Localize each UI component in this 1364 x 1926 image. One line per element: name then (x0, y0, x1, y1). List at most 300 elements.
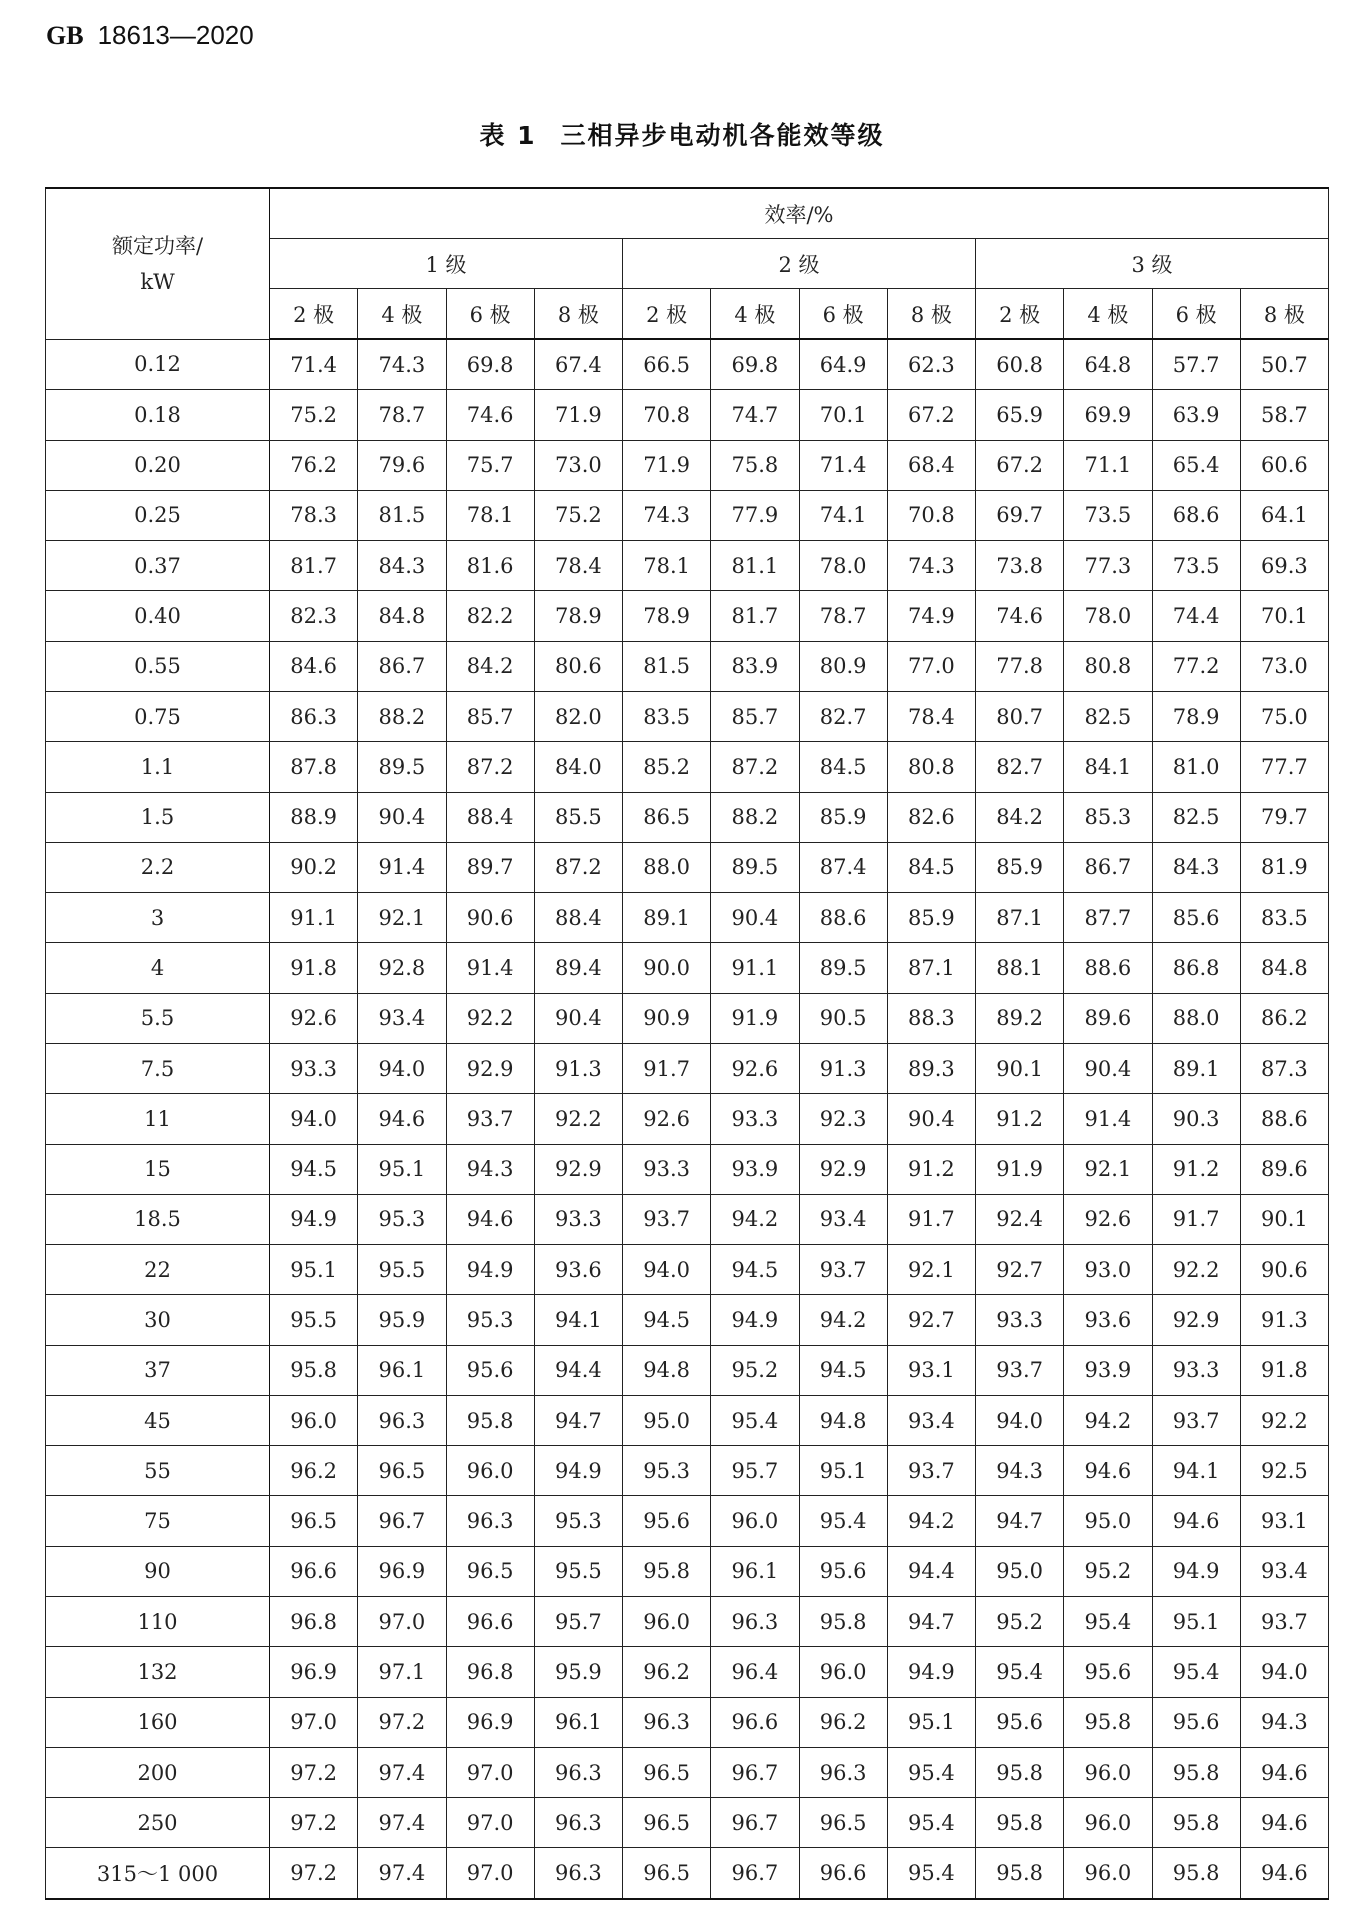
efficiency-cell: 94.4 (887, 1546, 975, 1596)
efficiency-cell: 95.0 (976, 1546, 1064, 1596)
table-header (46, 188, 1329, 339)
efficiency-cell: 89.6 (1240, 1144, 1328, 1194)
efficiency-cell: 96.3 (799, 1747, 887, 1797)
efficiency-cell: 96.1 (711, 1546, 799, 1596)
efficiency-cell: 93.9 (1064, 1345, 1152, 1395)
rated-power-cell: 2.2 (46, 842, 270, 892)
efficiency-cell: 92.7 (887, 1295, 975, 1345)
efficiency-cell: 93.4 (1240, 1546, 1328, 1596)
efficiency-cell: 96.0 (1064, 1747, 1152, 1797)
pole-header: 2 极 (270, 289, 358, 340)
rated-power-cell: 0.75 (46, 691, 270, 741)
efficiency-cell: 97.4 (358, 1747, 446, 1797)
efficiency-cell: 96.6 (270, 1546, 358, 1596)
efficiency-cell: 97.0 (446, 1798, 534, 1848)
efficiency-cell: 93.3 (270, 1043, 358, 1093)
efficiency-cell: 92.1 (358, 893, 446, 943)
efficiency-cell: 96.5 (270, 1496, 358, 1546)
efficiency-cell: 65.9 (976, 390, 1064, 440)
efficiency-cell: 88.6 (1240, 1094, 1328, 1144)
efficiency-cell: 78.4 (887, 691, 975, 741)
efficiency-cell: 73.0 (534, 440, 622, 490)
efficiency-cell: 93.0 (1064, 1245, 1152, 1295)
efficiency-cell: 97.2 (270, 1848, 358, 1899)
rated-power-unit: kW (140, 269, 175, 294)
table-row (46, 1295, 1329, 1345)
efficiency-cell: 92.8 (358, 943, 446, 993)
efficiency-cell: 97.4 (358, 1798, 446, 1848)
efficiency-cell: 91.4 (358, 842, 446, 892)
table-body (46, 339, 1329, 1899)
efficiency-cell: 96.0 (1064, 1798, 1152, 1848)
rated-power-cell: 1.5 (46, 792, 270, 842)
efficiency-cell: 81.6 (446, 541, 534, 591)
table-row (46, 1798, 1329, 1848)
efficiency-cell: 84.0 (534, 742, 622, 792)
table-row (46, 1747, 1329, 1797)
efficiency-cell: 95.5 (358, 1245, 446, 1295)
efficiency-cell: 91.1 (711, 943, 799, 993)
efficiency-cell: 89.5 (711, 842, 799, 892)
efficiency-cell: 96.3 (711, 1597, 799, 1647)
efficiency-cell: 96.2 (799, 1697, 887, 1747)
efficiency-cell: 96.3 (534, 1848, 622, 1899)
efficiency-cell: 95.8 (1152, 1798, 1240, 1848)
efficiency-cell: 74.1 (799, 490, 887, 540)
pole-header: 8 极 (534, 289, 622, 340)
efficiency-cell: 96.2 (270, 1446, 358, 1496)
efficiency-cell: 77.7 (1240, 742, 1328, 792)
efficiency-cell: 69.9 (1064, 390, 1152, 440)
efficiency-cell: 85.9 (799, 792, 887, 842)
efficiency-cell: 81.7 (270, 541, 358, 591)
efficiency-cell: 85.5 (534, 792, 622, 842)
efficiency-cell: 94.7 (976, 1496, 1064, 1546)
efficiency-cell: 88.6 (1064, 943, 1152, 993)
table-row (46, 541, 1329, 591)
efficiency-cell: 95.8 (1152, 1747, 1240, 1797)
efficiency-cell: 95.6 (1064, 1647, 1152, 1697)
efficiency-cell: 96.7 (711, 1747, 799, 1797)
rated-power-cell: 250 (46, 1798, 270, 1848)
efficiency-cell: 96.1 (534, 1697, 622, 1747)
efficiency-cell: 87.8 (270, 742, 358, 792)
table-row (46, 993, 1329, 1043)
efficiency-cell: 93.4 (799, 1194, 887, 1244)
efficiency-cell: 67.2 (887, 390, 975, 440)
efficiency-cell: 91.2 (976, 1094, 1064, 1144)
efficiency-cell: 60.6 (1240, 440, 1328, 490)
efficiency-cell: 86.7 (1064, 842, 1152, 892)
efficiency-cell: 95.8 (446, 1395, 534, 1445)
efficiency-cell: 73.5 (1064, 490, 1152, 540)
efficiency-cell: 96.8 (446, 1647, 534, 1697)
efficiency-cell: 82.6 (887, 792, 975, 842)
efficiency-cell: 69.3 (1240, 541, 1328, 591)
efficiency-cell: 93.7 (1240, 1597, 1328, 1647)
efficiency-cell: 97.2 (270, 1747, 358, 1797)
efficiency-cell: 80.7 (976, 691, 1064, 741)
rated-power-cell: 7.5 (46, 1043, 270, 1093)
efficiency-cell: 83.9 (711, 641, 799, 691)
efficiency-cell: 93.7 (1152, 1395, 1240, 1445)
efficiency-cell: 50.7 (1240, 339, 1328, 390)
table-row (46, 1043, 1329, 1093)
rated-power-cell: 0.25 (46, 490, 270, 540)
efficiency-cell: 96.0 (1064, 1848, 1152, 1899)
efficiency-cell: 95.4 (799, 1496, 887, 1546)
efficiency-cell: 78.0 (1064, 591, 1152, 641)
rated-power-cell: 0.18 (46, 390, 270, 440)
efficiency-cell: 87.3 (1240, 1043, 1328, 1093)
grade-3-header: 3 级 (976, 239, 1329, 289)
efficiency-cell: 95.8 (1064, 1697, 1152, 1747)
efficiency-cell: 64.9 (799, 339, 887, 390)
efficiency-cell: 92.1 (1064, 1144, 1152, 1194)
efficiency-cell: 88.6 (799, 893, 887, 943)
efficiency-cell: 94.5 (623, 1295, 711, 1345)
efficiency-cell: 90.4 (358, 792, 446, 842)
efficiency-cell: 89.5 (799, 943, 887, 993)
efficiency-cell: 80.9 (799, 641, 887, 691)
efficiency-cell: 90.1 (1240, 1194, 1328, 1244)
efficiency-cell: 92.9 (799, 1144, 887, 1194)
efficiency-cell: 65.4 (1152, 440, 1240, 490)
efficiency-cell: 71.9 (534, 390, 622, 440)
efficiency-cell: 94.2 (1064, 1395, 1152, 1445)
efficiency-cell: 88.9 (270, 792, 358, 842)
efficiency-cell: 78.9 (623, 591, 711, 641)
efficiency-cell: 82.2 (446, 591, 534, 641)
efficiency-cell: 69.8 (711, 339, 799, 390)
efficiency-cell: 84.5 (799, 742, 887, 792)
efficiency-cell: 90.6 (1240, 1245, 1328, 1295)
efficiency-cell: 63.9 (1152, 390, 1240, 440)
efficiency-cell: 88.2 (358, 691, 446, 741)
efficiency-cell: 67.2 (976, 440, 1064, 490)
table-row (46, 1496, 1329, 1546)
efficiency-cell: 80.8 (1064, 641, 1152, 691)
efficiency-cell: 95.6 (976, 1697, 1064, 1747)
efficiency-cell: 87.4 (799, 842, 887, 892)
table-row (46, 1697, 1329, 1747)
efficiency-cell: 91.3 (1240, 1295, 1328, 1345)
efficiency-cell: 95.2 (976, 1597, 1064, 1647)
rated-power-cell: 37 (46, 1345, 270, 1395)
efficiency-cell: 85.7 (711, 691, 799, 741)
efficiency-cell: 91.7 (1152, 1194, 1240, 1244)
efficiency-cell: 89.2 (976, 993, 1064, 1043)
efficiency-cell: 94.6 (1152, 1496, 1240, 1546)
efficiency-cell: 88.4 (446, 792, 534, 842)
efficiency-cell: 94.2 (887, 1496, 975, 1546)
efficiency-cell: 93.3 (534, 1194, 622, 1244)
rated-power-cell: 132 (46, 1647, 270, 1697)
efficiency-cell: 95.8 (1152, 1848, 1240, 1899)
efficiency-cell: 87.2 (534, 842, 622, 892)
rated-power-cell: 11 (46, 1094, 270, 1144)
efficiency-cell: 69.7 (976, 490, 1064, 540)
pole-header: 4 极 (358, 289, 446, 340)
pole-header: 2 极 (623, 289, 711, 340)
efficiency-cell: 93.7 (623, 1194, 711, 1244)
efficiency-cell: 95.3 (358, 1194, 446, 1244)
efficiency-cell: 89.6 (1064, 993, 1152, 1043)
efficiency-cell: 69.8 (446, 339, 534, 390)
table-row (46, 1395, 1329, 1445)
efficiency-cell: 92.4 (976, 1194, 1064, 1244)
efficiency-cell: 79.7 (1240, 792, 1328, 842)
efficiency-cell: 87.2 (446, 742, 534, 792)
efficiency-cell: 62.3 (887, 339, 975, 390)
efficiency-cell: 94.8 (623, 1345, 711, 1395)
efficiency-cell: 58.7 (1240, 390, 1328, 440)
efficiency-cell: 78.1 (446, 490, 534, 540)
efficiency-cell: 81.7 (711, 591, 799, 641)
table-row (46, 1848, 1329, 1899)
efficiency-cell: 94.1 (1152, 1446, 1240, 1496)
efficiency-cell: 64.1 (1240, 490, 1328, 540)
efficiency-cell: 75.7 (446, 440, 534, 490)
efficiency-cell: 82.0 (534, 691, 622, 741)
efficiency-cell: 85.9 (976, 842, 1064, 892)
efficiency-cell: 94.5 (799, 1345, 887, 1395)
efficiency-cell: 92.7 (976, 1245, 1064, 1295)
efficiency-cell: 84.3 (358, 541, 446, 591)
efficiency-cell: 60.8 (976, 339, 1064, 390)
standard-number: 18613—2020 (97, 20, 254, 50)
efficiency-cell: 71.9 (623, 440, 711, 490)
efficiency-cell: 94.2 (799, 1295, 887, 1345)
efficiency-cell: 84.2 (446, 641, 534, 691)
efficiency-cell: 90.0 (623, 943, 711, 993)
efficiency-cell: 95.8 (976, 1848, 1064, 1899)
efficiency-cell: 96.5 (623, 1798, 711, 1848)
efficiency-cell: 95.6 (623, 1496, 711, 1546)
rated-power-cell: 0.40 (46, 591, 270, 641)
efficiency-cell: 89.5 (358, 742, 446, 792)
efficiency-cell: 70.1 (1240, 591, 1328, 641)
efficiency-cell: 82.7 (976, 742, 1064, 792)
efficiency-cell: 81.1 (711, 541, 799, 591)
efficiency-cell: 94.6 (1240, 1747, 1328, 1797)
efficiency-cell: 93.7 (446, 1094, 534, 1144)
efficiency-cell: 97.2 (270, 1798, 358, 1848)
pole-header: 8 极 (887, 289, 975, 340)
efficiency-cell: 94.7 (887, 1597, 975, 1647)
efficiency-cell: 81.5 (358, 490, 446, 540)
table-row (46, 390, 1329, 440)
efficiency-cell: 93.9 (711, 1144, 799, 1194)
efficiency-cell: 89.4 (534, 943, 622, 993)
rated-power-header (46, 188, 270, 339)
efficiency-cell: 79.6 (358, 440, 446, 490)
table-row (46, 842, 1329, 892)
rated-power-cell: 3 (46, 893, 270, 943)
efficiency-cell: 86.2 (1240, 993, 1328, 1043)
efficiency-header: 效率/% (270, 188, 1329, 239)
efficiency-cell: 84.8 (358, 591, 446, 641)
rated-power-cell: 4 (46, 943, 270, 993)
efficiency-cell: 90.4 (534, 993, 622, 1043)
efficiency-cell: 67.4 (534, 339, 622, 390)
table-row (46, 591, 1329, 641)
efficiency-cell: 85.3 (1064, 792, 1152, 842)
pole-header: 6 极 (1152, 289, 1240, 340)
efficiency-cell: 96.1 (358, 1345, 446, 1395)
efficiency-cell: 96.5 (446, 1546, 534, 1596)
efficiency-cell: 92.9 (1152, 1295, 1240, 1345)
rated-power-cell: 30 (46, 1295, 270, 1345)
efficiency-cell: 93.4 (358, 993, 446, 1043)
efficiency-cell: 91.4 (1064, 1094, 1152, 1144)
efficiency-cell: 95.8 (270, 1345, 358, 1395)
efficiency-cell: 95.1 (887, 1697, 975, 1747)
efficiency-cell: 68.6 (1152, 490, 1240, 540)
rated-power-cell: 315～1 000 (46, 1848, 270, 1899)
efficiency-cell: 96.9 (446, 1697, 534, 1747)
efficiency-cell: 96.7 (711, 1798, 799, 1848)
efficiency-cell: 95.6 (799, 1546, 887, 1596)
efficiency-cell: 94.0 (358, 1043, 446, 1093)
efficiency-cell: 95.4 (711, 1395, 799, 1445)
efficiency-cell: 94.9 (1152, 1546, 1240, 1596)
efficiency-cell: 87.7 (1064, 893, 1152, 943)
efficiency-cell: 90.4 (1064, 1043, 1152, 1093)
efficiency-cell: 91.1 (270, 893, 358, 943)
efficiency-cell: 96.4 (711, 1647, 799, 1697)
efficiency-cell: 86.8 (1152, 943, 1240, 993)
rated-power-cell: 0.12 (46, 339, 270, 390)
efficiency-cell: 93.3 (1152, 1345, 1240, 1395)
table-row (46, 1144, 1329, 1194)
efficiency-cell: 96.5 (358, 1446, 446, 1496)
efficiency-cell: 71.4 (799, 440, 887, 490)
document-header (46, 20, 254, 51)
table-row (46, 440, 1329, 490)
efficiency-cell: 83.5 (623, 691, 711, 741)
rated-power-cell: 160 (46, 1697, 270, 1747)
efficiency-cell: 75.2 (534, 490, 622, 540)
efficiency-cell: 81.5 (623, 641, 711, 691)
efficiency-cell: 92.5 (1240, 1446, 1328, 1496)
efficiency-cell: 88.1 (976, 943, 1064, 993)
efficiency-table (45, 187, 1329, 1900)
table-row (46, 1647, 1329, 1697)
pole-header: 6 极 (799, 289, 887, 340)
rated-power-cell: 55 (46, 1446, 270, 1496)
efficiency-cell: 92.2 (446, 993, 534, 1043)
efficiency-cell: 92.1 (887, 1245, 975, 1295)
rated-power-cell: 200 (46, 1747, 270, 1797)
efficiency-cell: 95.6 (446, 1345, 534, 1395)
table-row (46, 1446, 1329, 1496)
efficiency-cell: 95.4 (887, 1848, 975, 1899)
efficiency-cell: 94.6 (1240, 1798, 1328, 1848)
efficiency-cell: 85.9 (887, 893, 975, 943)
efficiency-cell: 77.9 (711, 490, 799, 540)
table-row (46, 490, 1329, 540)
efficiency-cell: 94.6 (358, 1094, 446, 1144)
efficiency-cell: 71.1 (1064, 440, 1152, 490)
efficiency-cell: 84.2 (976, 792, 1064, 842)
efficiency-cell: 96.3 (534, 1747, 622, 1797)
efficiency-cell: 68.4 (887, 440, 975, 490)
efficiency-cell: 78.7 (358, 390, 446, 440)
efficiency-cell: 73.8 (976, 541, 1064, 591)
efficiency-cell: 92.6 (1064, 1194, 1152, 1244)
table-row (46, 1245, 1329, 1295)
efficiency-cell: 96.0 (446, 1446, 534, 1496)
efficiency-cell: 95.1 (358, 1144, 446, 1194)
efficiency-cell: 95.7 (534, 1597, 622, 1647)
efficiency-cell: 89.1 (623, 893, 711, 943)
efficiency-cell: 78.0 (799, 541, 887, 591)
efficiency-cell: 57.7 (1152, 339, 1240, 390)
rated-power-cell: 1.1 (46, 742, 270, 792)
rated-power-cell: 90 (46, 1546, 270, 1596)
efficiency-cell: 64.8 (1064, 339, 1152, 390)
efficiency-cell: 81.0 (1152, 742, 1240, 792)
efficiency-cell: 94.6 (446, 1194, 534, 1244)
efficiency-cell: 95.8 (976, 1798, 1064, 1848)
efficiency-cell: 78.7 (799, 591, 887, 641)
efficiency-cell: 84.6 (270, 641, 358, 691)
pole-header: 8 极 (1240, 289, 1328, 340)
efficiency-cell: 86.7 (358, 641, 446, 691)
efficiency-cell: 78.9 (534, 591, 622, 641)
efficiency-cell: 74.4 (1152, 591, 1240, 641)
efficiency-cell: 74.3 (358, 339, 446, 390)
efficiency-cell: 95.3 (446, 1295, 534, 1345)
efficiency-cell: 92.2 (534, 1094, 622, 1144)
efficiency-cell: 96.3 (446, 1496, 534, 1546)
rated-power-cell: 0.55 (46, 641, 270, 691)
efficiency-cell: 91.3 (799, 1043, 887, 1093)
table-row (46, 339, 1329, 390)
efficiency-cell: 88.0 (1152, 993, 1240, 1043)
efficiency-cell: 96.5 (623, 1747, 711, 1797)
efficiency-cell: 95.6 (1152, 1697, 1240, 1747)
efficiency-cell: 96.3 (358, 1395, 446, 1445)
efficiency-cell: 74.6 (446, 390, 534, 440)
efficiency-cell: 96.6 (799, 1848, 887, 1899)
efficiency-cell: 78.4 (534, 541, 622, 591)
efficiency-cell: 82.5 (1064, 691, 1152, 741)
efficiency-cell: 94.0 (623, 1245, 711, 1295)
table-row (46, 641, 1329, 691)
efficiency-cell: 95.4 (887, 1747, 975, 1797)
efficiency-cell: 96.0 (711, 1496, 799, 1546)
efficiency-cell: 97.4 (358, 1848, 446, 1899)
table-number: 表 1 (479, 121, 537, 150)
efficiency-cell: 95.4 (976, 1647, 1064, 1697)
table-row (46, 1546, 1329, 1596)
efficiency-cell: 91.3 (534, 1043, 622, 1093)
efficiency-cell: 90.2 (270, 842, 358, 892)
efficiency-cell: 95.9 (358, 1295, 446, 1345)
rated-power-cell: 5.5 (46, 993, 270, 1043)
standard-code: GB (46, 21, 84, 50)
efficiency-cell: 95.3 (534, 1496, 622, 1546)
efficiency-cell: 92.6 (270, 993, 358, 1043)
efficiency-cell: 94.8 (799, 1395, 887, 1445)
efficiency-cell: 92.2 (1240, 1395, 1328, 1445)
table-row (46, 742, 1329, 792)
efficiency-cell: 96.3 (623, 1697, 711, 1747)
efficiency-cell: 82.7 (799, 691, 887, 741)
efficiency-cell: 92.2 (1152, 1245, 1240, 1295)
